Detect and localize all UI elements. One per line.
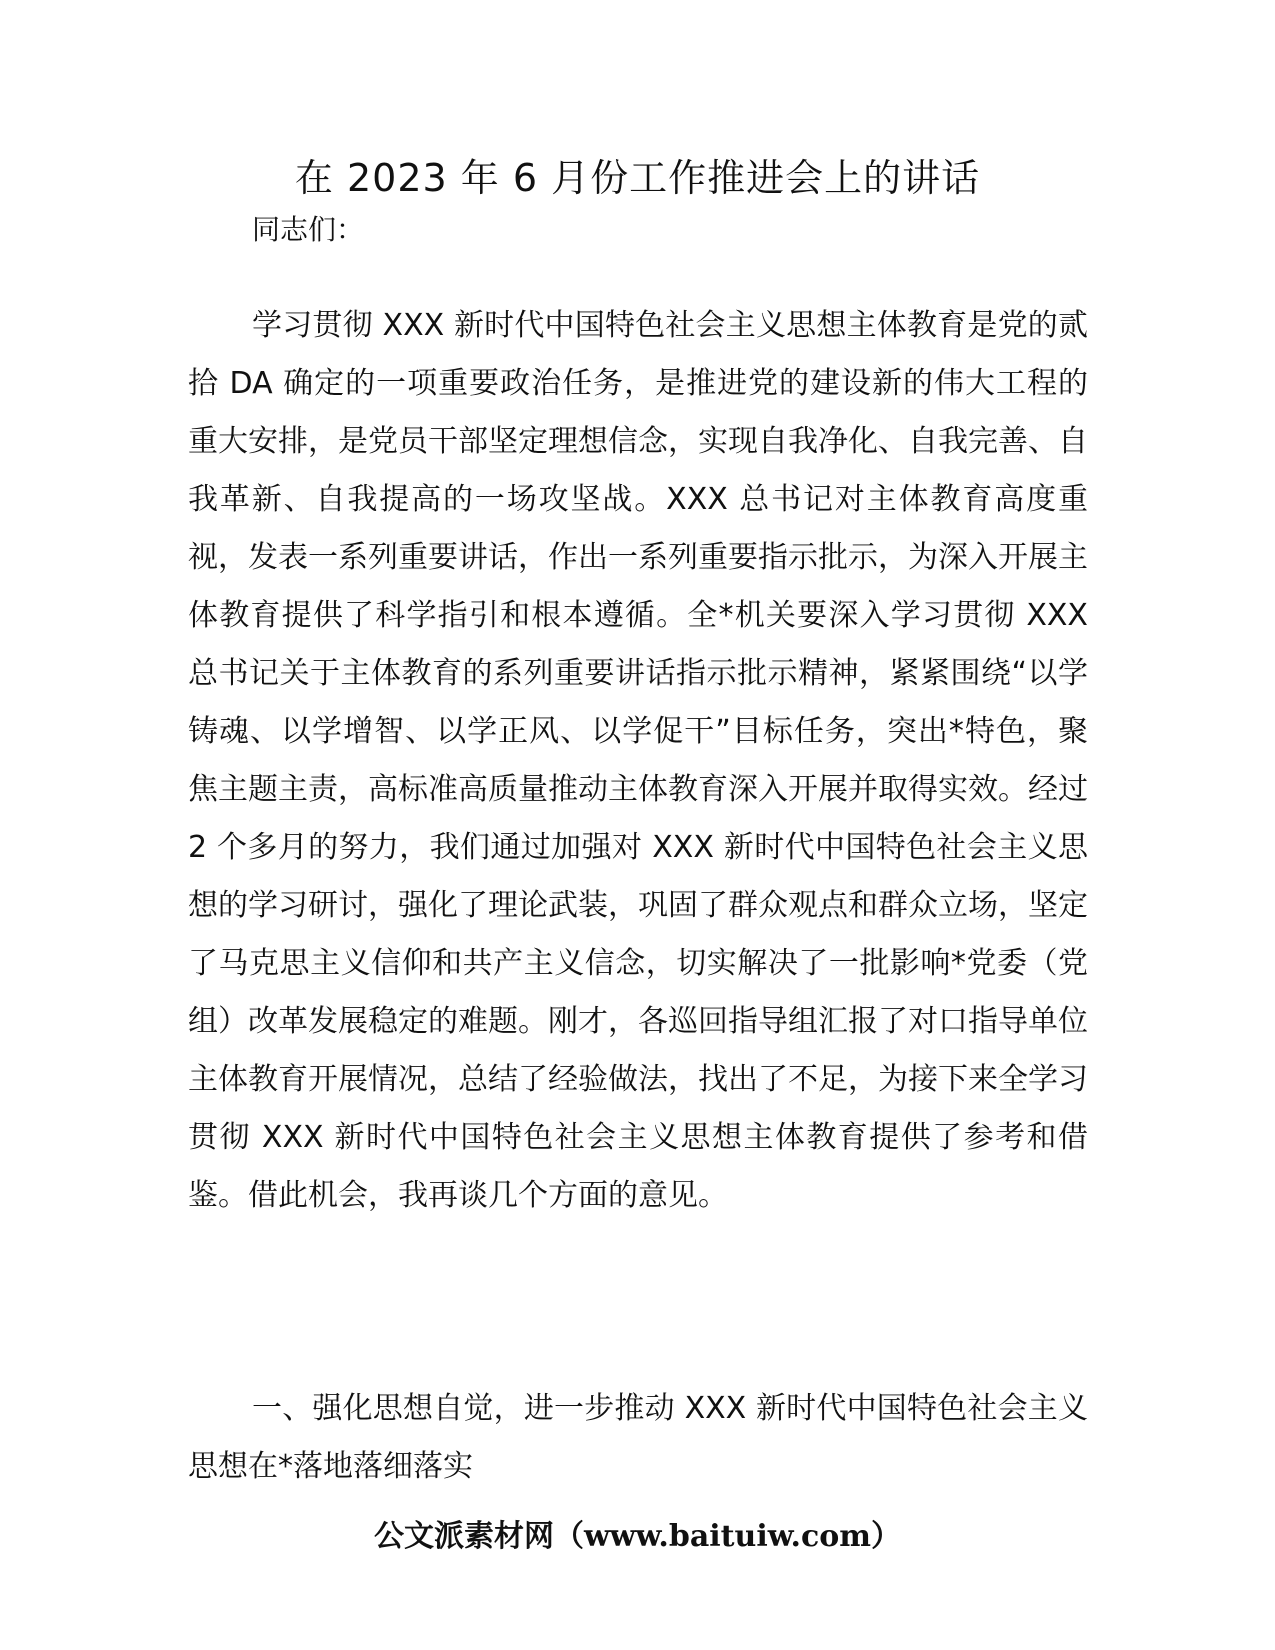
footer-watermark: 公文派素材网（www.baituiw.com） [373,1519,902,1554]
section-heading: 一、强化思想自觉，进一步推动 XXX 新时代中国特色社会主义思想在*落地落细落实 [188,1391,1088,1484]
salutation: 同志们： [252,213,365,246]
page-title: 在 2023 年 6 月份工作推进会上的讲话 [294,156,981,200]
body-paragraph: 学习贯彻 XXX 新时代中国特色社会主义思想主体教育是党的贰拾 DA 确定的一项重要政治任务，是推进党的建设新的伟大工程的重大安排，是党员干部坚定理想信念，实现自我净化、自我完善、自我革新、自我提高的一场攻坚战。XXX 总书记对主体教育高度重视，发表一系列重要讲话，作出一系列重要指示批示，为深入开展主体教育提供了科学指引和根本遵循。全*机关要深入学习贯彻 XXX 总书记关于主体教育的系列重要讲话指示批示精神，紧紧围绕“以学铸魂、以学增智、以学正风、以学促干”目标任务，突出*特色，聚焦主题主责，高标准高质量推动主体教育深入开展并取得实效。经过 2 个多月的努力，我们通过加强对 XXX 新时代中国特色社会主义思想的学习研讨，强化了理论武装，巩固了群众观点和群众立场，坚定了马克思主义信仰和共产主义信念，切实解决了一批影响*党委（党组）改革发展稳定的难题。刚才，各巡回指导组汇报了对口指导单位主体教育开展情况，总结了经验做法，找出了不足，为接下来全学习贯彻 XXX 新时代中国特色社会主义思想主体教育提供了参考和借鉴。借此机会，我再谈几个方面的意见。 [188,308,1088,1213]
